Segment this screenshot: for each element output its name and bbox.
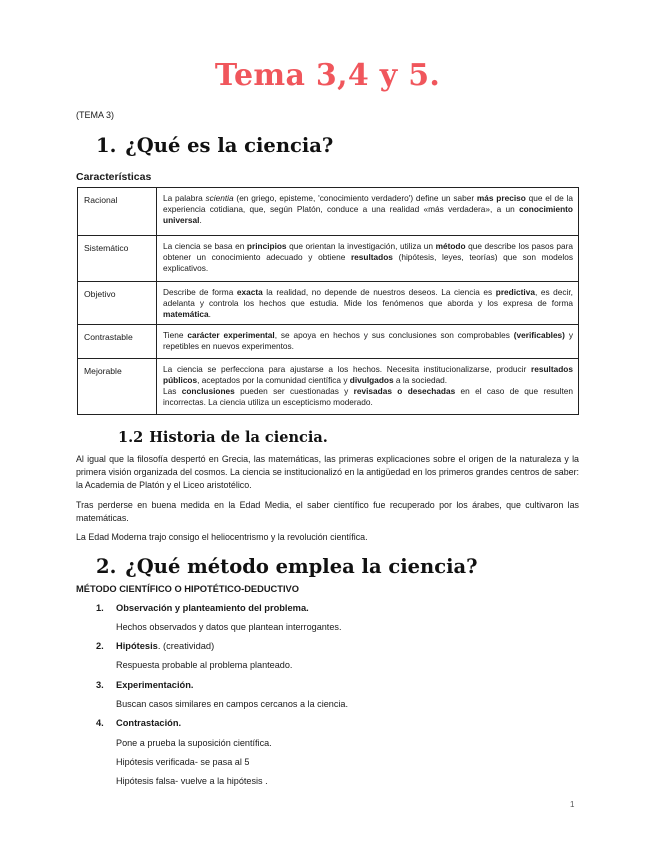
- row-label: Contrastable: [78, 325, 157, 359]
- step-number: 4.: [96, 718, 104, 728]
- step-title: Observación y planteamiento del problema.: [116, 603, 309, 613]
- step-title: Experimentación.: [116, 680, 194, 690]
- characteristics-heading: Características: [76, 171, 152, 183]
- step-detail: Hipótesis falsa- vuelve a la hipótesis .: [116, 776, 268, 786]
- section-2-number: 2.: [96, 555, 117, 578]
- characteristics-table: [77, 187, 579, 415]
- row-description: La palabra scientia (en griego, episteme, 'conocimiento verdadero') define un saber más preciso que el de la experiencia cotidiana, que, según Platón, conduce a una realidad «más verdadera», a un conocimiento universal.: [157, 188, 579, 236]
- section-1-heading: [96, 134, 333, 157]
- history-paragraph: Tras perderse en buena medida en la Edad Media, el saber científico fue recuperado por los árabes, que cultivaron las matemáticas.: [76, 500, 579, 523]
- step-title: Hipótesis. (creatividad): [116, 641, 215, 651]
- step-detail: Hipótesis verificada- se pasa al 5: [116, 757, 250, 767]
- step-number: 1.: [96, 603, 104, 613]
- section-1-2-heading: [118, 429, 328, 446]
- document-title: Tema 3,4 y 5.: [214, 58, 441, 93]
- history-paragraph: La Edad Moderna trajo consigo el heliocentrismo y la revolución científica.: [76, 532, 368, 542]
- table-row: [78, 282, 579, 325]
- section-1-number: 1.: [96, 134, 117, 157]
- step-detail: Buscan casos similares en campos cercanos a la ciencia.: [116, 699, 348, 709]
- step-detail: Hechos observados y datos que plantean interrogantes.: [116, 622, 342, 632]
- section-2-heading: [96, 555, 478, 578]
- row-description: La ciencia se basa en principios que orientan la investigación, utiliza un método que describe los pasos para obtener un conocimiento adecuado y obtiene resultados (hipótesis, leyes, teorías) que son modelos explicativos.: [157, 236, 579, 282]
- row-label: Objetivo: [78, 282, 157, 325]
- history-paragraph: Al igual que la filosofía despertó en Grecia, las matemáticas, las primeras explicaciones sobre el origen de la naturaleza y la primera visión organizada del cosmos. La ciencia se institucionalizó en la antigüedad en los primeros grandes centros de saber: la Academia de Platón y el Liceo aristotélico.: [76, 454, 579, 490]
- row-label: Sistemático: [78, 236, 157, 282]
- page-number: 1: [570, 800, 575, 809]
- step-number: 3.: [96, 680, 104, 690]
- section-1-title: ¿Qué es la ciencia?: [125, 134, 334, 157]
- section-2-title: ¿Qué método emplea la ciencia?: [125, 555, 478, 578]
- table-row: [78, 325, 579, 359]
- tema-tag: (TEMA 3): [76, 110, 115, 120]
- row-description: La ciencia se perfecciona para ajustarse a los hechos. Necesita institucionalizarse, producir resultados públicos, aceptados por la comunidad científica y divulgados a la sociedad. Las conclusiones pueden ser cuestionadas y revisadas o desechadas en el caso de que resulten incorrectas. La ciencia utiliza un escepticismo moderado.: [157, 359, 579, 415]
- step-detail: Respuesta probable al problema planteado.: [116, 660, 293, 670]
- row-label: Mejorable: [78, 359, 157, 415]
- section-1-2-number: 1.2: [118, 429, 144, 446]
- table-row: [78, 236, 579, 282]
- table-row: [78, 359, 579, 415]
- row-description: Tiene carácter experimental, se apoya en hechos y sus conclusiones son comprobables (verificables) y repetibles en nuevos experimentos.: [157, 325, 579, 359]
- step-title: Contrastación.: [116, 718, 182, 728]
- row-description: Describe de forma exacta la realidad, no depende de nuestros deseos. La ciencia es predictiva, es decir, adelanta y controla los hechos que estudia. Mide los fenómenos que aborda y los expresa de forma matemática.: [157, 282, 579, 325]
- step-detail: Pone a prueba la suposición científica.: [116, 738, 272, 748]
- row-label: Racional: [78, 188, 157, 236]
- table-row: [78, 188, 579, 236]
- method-heading: MÉTODO CIENTÍFICO O HIPOTÉTICO-DEDUCTIVO: [76, 584, 299, 594]
- step-number: 2.: [96, 641, 104, 651]
- section-1-2-title: Historia de la ciencia.: [149, 429, 328, 446]
